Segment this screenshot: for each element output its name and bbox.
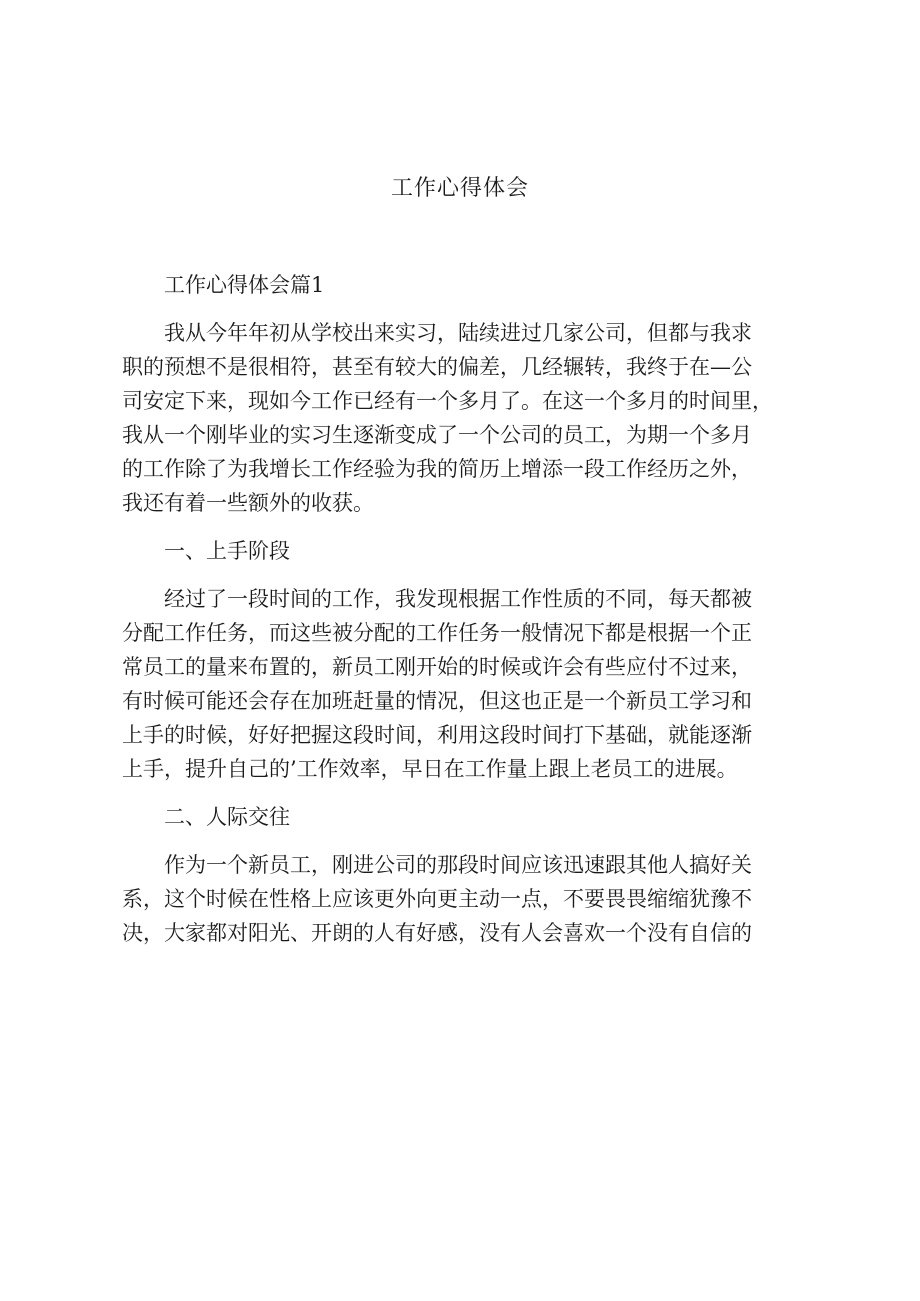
text-line: 职的预想不是很相符，甚至有较大的偏差，几经辗转，我终于在—公 xyxy=(122,355,752,379)
paragraph-section-1 xyxy=(122,582,826,786)
text-line: 系，这个时候在性格上应该更外向更主动一点，不要畏畏缩缩犹豫不 xyxy=(122,887,752,911)
text-line: 经过了一段时间的工作，我发现根据工作性质的不同，每天都被 xyxy=(164,587,752,611)
section-heading-2 xyxy=(122,800,826,834)
text-line: 分配工作任务，而这些被分配的工作任务一般情况下都是根据一个正 xyxy=(122,621,752,645)
document-body xyxy=(122,268,826,950)
text-line: 上手，提升自己的’工作效率，早日在工作量上跟上老员工的进展。 xyxy=(122,757,738,781)
text-line: 有时候可能还会存在加班赶量的情况，但这也正是一个新员工学习和 xyxy=(122,689,752,713)
text-line: 司安定下来，现如今工作已经有一个多月了。在这一个多月的时间里， xyxy=(122,389,773,413)
text-line: 决，大家都对阳光、开朗的人有好感，没有人会喜欢一个没有自信的 xyxy=(122,921,752,945)
document-title: 工作心得体会 xyxy=(390,176,529,201)
text-line: 我从一个刚毕业的实习生逐渐变成了一个公司的员工，为期一个多月 xyxy=(122,423,752,447)
text-line: 工作心得体会篇1 xyxy=(164,273,325,297)
text-line: 一、上手阶段 xyxy=(164,539,290,563)
paragraph-intro xyxy=(122,316,826,520)
section-heading-1 xyxy=(122,534,826,568)
paragraph-section-2 xyxy=(122,848,826,950)
text-line: 我还有着一些额外的收获。 xyxy=(122,491,374,515)
text-line: 常员工的量来布置的，新员工刚开始的时候或许会有些应付不过来， xyxy=(122,655,752,679)
text-line: 作为一个新员工，刚进公司的那段时间应该迅速跟其他人搞好关 xyxy=(164,853,752,877)
text-line: 我从今年年初从学校出来实习，陆续进过几家公司，但都与我求 xyxy=(164,321,752,345)
text-line: 二、人际交往 xyxy=(164,805,290,829)
text-line: 上手的时候，好好把握这段时间，利用这段时间打下基础，就能逐渐 xyxy=(122,723,752,747)
text-line: 的工作除了为我增长工作经验为我的简历上增添一段工作经历之外， xyxy=(122,457,752,481)
section-heading-part-1 xyxy=(122,268,826,302)
